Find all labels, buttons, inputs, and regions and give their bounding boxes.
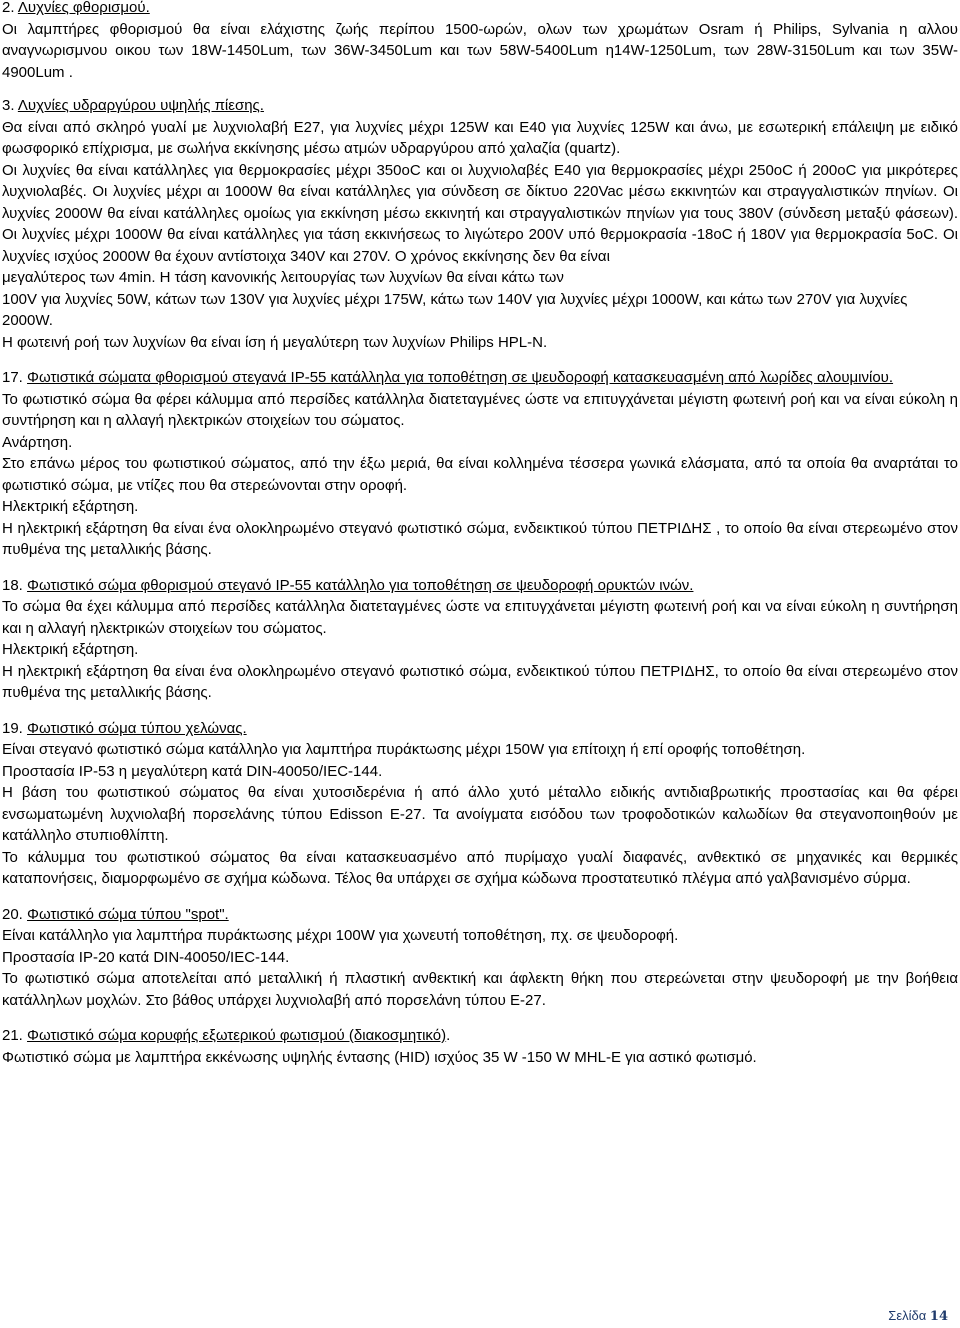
section-number: 19. — [2, 719, 23, 737]
section-title: Φωτιστικά σώματα φθορισμού στεγανά IP-55 κατάλληλα για τοποθέτηση σε ψευδοροφή κατασκευασμένη από λωρίδες αλουμινίου. — [27, 369, 894, 386]
section-title-end: . — [446, 1027, 451, 1044]
section-19 — [2, 718, 958, 890]
paragraph: Το φωτιστικό σώμα θα φέρει κάλυμμα από περσίδες κατάλληλα διατεταγμένες ώστε να επιτυγχάνεται μέγιστη φωτεινή ροή και να είναι εύκολη η συντήρηση και η αλλαγή ηλεκτρικών στοιχείων του σώματος. — [2, 390, 958, 429]
paragraph: 100V για λυχνίες 50W, κάτων των 130V για λυχνίες μέχρι 175W, κάτω των 140V για λυχνίες μέχρι 1000W, και κάτω των 270V για λυχνίες 2000W. — [2, 290, 908, 329]
paragraph: μεγαλύτερος των 4min. Η τάση κανονικής λειτουργίας των λυχνίων θα είναι κάτω των — [2, 269, 564, 286]
section-17-heading — [2, 367, 958, 389]
section-title: Λυχνίες φθορισμού. — [17, 0, 150, 16]
paragraph: Οι λαμπτήρες φθορισμού θα είναι ελάχιστης ζωής περίπου 1500-ωρών, ολων των χρωμάτων Osram ή Philips, Sylvania η αλλου αναγνωρισμνου οικου των 18W-1450Lum, των 36W-3450Lum και των 58W-5400Lum η14W-1250Lum, των 28W-3150Lum και των 35W-4900Lum . — [2, 20, 958, 81]
subheading: Ηλεκτρική εξάρτηση. — [2, 498, 139, 515]
paragraph: Το σώμα θα έχει κάλυμμα από περσίδες κατάλληλα διατεταγμένες ώστε να επιτυγχάνεται μέγιστη φωτεινή ροή και να είναι εύκολη η συντήρηση και η αλλαγή ηλεκτρικών στοιχείων του σώματος. — [2, 598, 958, 637]
section-title: Φωτιστικό σώμα τύπου χελώνας. — [27, 719, 247, 737]
subheading: Ηλεκτρική εξάρτηση. — [2, 641, 139, 658]
section-19-heading — [2, 718, 958, 740]
section-18 — [2, 575, 958, 704]
section-2-heading — [2, 0, 958, 19]
page-number: 14 — [929, 1309, 948, 1324]
paragraph: Η ηλεκτρική εξάρτηση θα είναι ένα ολοκληρωμένο στεγανό φωτιστικό σώμα, ενδεικτικού τύπου ΠΕΤΡΙΔΗΣ, το οποίο θα είναι στερεωμένο στον πυθμένα της μεταλλικής βάσης. — [2, 662, 958, 701]
section-21 — [2, 1025, 958, 1068]
paragraph: Η βάση του φωτιστικού σώματος θα είναι χυτοσιδερένια ή από άλλο χυτό μέταλλο ειδικής αντιδιαβρωτικής προστασίας και θα φέρει ενσωματωμένη λυχνιολαβή πορσελάνης τύπου Edisson E-27. Τα ανοίγματα εισόδου των τροφοδοτικών καλωδίων θα στεγανοποιηθούν με κατάλληλο στυπιοθλίπτη. — [2, 784, 958, 844]
section-number: 18. — [2, 576, 23, 594]
section-number: 2. — [2, 0, 15, 16]
section-title: Λυχνίες υδραργύρου υψηλής πίεσης. — [17, 97, 264, 114]
paragraph: Φωτιστικό σώμα με λαμπτήρα εκκένωσης υψηλής έντασης (HID) ισχύος 35 W -150 W MHL-E για αστικό φωτισμό. — [2, 1048, 757, 1066]
section-21-heading — [2, 1025, 958, 1047]
subheading: Ανάρτηση. — [2, 433, 73, 451]
paragraph: Προστασία IP-53 η μεγαλύτερη κατά DIN-40050/IEC-144. — [2, 762, 383, 780]
section-title: Φωτιστικό σώμα κορυφής εξωτερικού φωτισμού (διακοσμητικό) — [27, 1027, 447, 1044]
section-title: Φωτιστικό σώμα φθορισμού στεγανό IP-55 κατάλληλο για τοποθέτηση σε ψευδοροφή ορυκτών ινών. — [27, 576, 694, 594]
section-number: 21. — [2, 1027, 23, 1044]
paragraph: Η ηλεκτρική εξάρτηση θα είναι ένα ολοκληρωμένο στεγανό φωτιστικό σώμα, ενδεικτικού τύπου ΠΕΤΡΙΔΗΣ , το οποίο θα είναι στερεωμένο στον πυθμένα της μεταλλικής βάσης. — [2, 519, 958, 558]
paragraph: Θα είναι από σκληρό γυαλί με λυχνιολαβή Ε27, για λυχνίες μέχρι 125W και Ε40 για λυχνίες 125W και άνω, με εσωτερική επάλειψη με ειδικό φωσφορικό επίχρισμα, με σωλήνα εκκίνησης μέσω ατμών υδραργύρου από χαλαζία (quartz). — [2, 118, 958, 157]
section-3 — [2, 95, 958, 353]
section-3-heading — [2, 95, 958, 117]
paragraph: Είναι στεγανό φωτιστικό σώμα κατάλληλο για λαμπτήρα πυράκτωσης μέχρι 150W για επίτοιχη ή επί οροφής τοποθέτηση. — [2, 741, 806, 758]
document-page — [2, 0, 958, 1068]
paragraph: Στο επάνω μέρος του φωτιστικού σώματος, από την έξω μεριά, θα είναι κολλημένα τέσσερα γωνικά ελάσματα, από τα οποία θα αναρτάται το φωτιστικό σώμα, με ντίζες που θα στερεώνονται στην οροφή. — [2, 455, 958, 494]
paragraph: Η φωτεινή ροή των λυχνίων θα είναι ίση ή μεγαλύτερη των λυχνίων Philips HPL-N. — [2, 333, 548, 351]
paragraph: Προστασία IP-20 κατά DIN-40050/IEC-144. — [2, 948, 290, 966]
section-2 — [2, 0, 958, 83]
paragraph: Το φωτιστικό σώμα αποτελείται από μεταλλική ή πλαστική ανθεκτική και άφλεκτη θήκη που στερεώνεται στην ψευδοροφή με την βοήθεια κατάλληλων μοχλών. Στο βάθος υπάρχει λυχνιολαβή από πορσελάνη τύπου Ε-27. — [2, 970, 958, 1009]
section-number: 20. — [2, 905, 23, 923]
section-20 — [2, 904, 958, 1012]
section-number: 17. — [2, 369, 23, 386]
section-title: Φωτιστικό σώμα τύπου "spot". — [27, 905, 229, 923]
section-number: 3. — [2, 97, 15, 114]
section-20-heading — [2, 904, 958, 926]
section-17 — [2, 367, 958, 561]
paragraph: Το κάλυμμα του φωτιστικού σώματος θα είναι κατασκευασμένο από πυρίμαχο γυαλί διαφανές, ανθεκτικό σε μηχανικές και θερμικές καταπονήσεις, διαμορφωμένο σε σχήμα κώδωνα. Τέλος θα υπάρχει σε σχήμα κώδωνα προστατευτικό πλέγμα από γαλβανισμένο σύρμα. — [2, 848, 958, 887]
page-label: Σελίδα — [888, 1308, 927, 1323]
paragraph: Οι λυχνίες θα είναι κατάλληλες για θερμοκρασίες μέχρι 350oC και οι λυχνιολαβές Ε40 για θερμοκρασίες μέχρι 250oC ή 200oC για μικρότερες λυχνιολαβές. Οι λυχνίες μέχρι αι 1000W θα είναι κατάλληλες για σύνδεση σε δίκτυο 220Vac μέσω εκκινητών και στραγγαλιστικών πηνίων. Οι λυχνίες 2000W θα είναι κατάλληλες ομοίως για εκκίνηση μέσω εκκινητή και στραγγαλιστικών πηνίων για τους 380V (σύνδεση μεταξύ φάσεων). Οι λυχνίες μέχρι 1000W θα είναι κατάλληλες για τάση εκκινήσεως το λιγώτερο 200V υπό θερμοκρασία -18oC ή 180V για θερμοκρασία 5oC. Οι λυχνίες ισχύος 2000W θα έχουν αντίστοιχα 340V και 270V. Ο χρόνος εκκίνησης δεν θα είναι — [2, 161, 958, 265]
paragraph: Είναι κατάλληλο για λαμπτήρα πυράκτωσης μέχρι 100W για χωνευτή τοποθέτηση, πχ. σε ψευδοροφή. — [2, 927, 679, 944]
section-18-heading — [2, 575, 958, 597]
page-footer — [888, 1305, 948, 1328]
